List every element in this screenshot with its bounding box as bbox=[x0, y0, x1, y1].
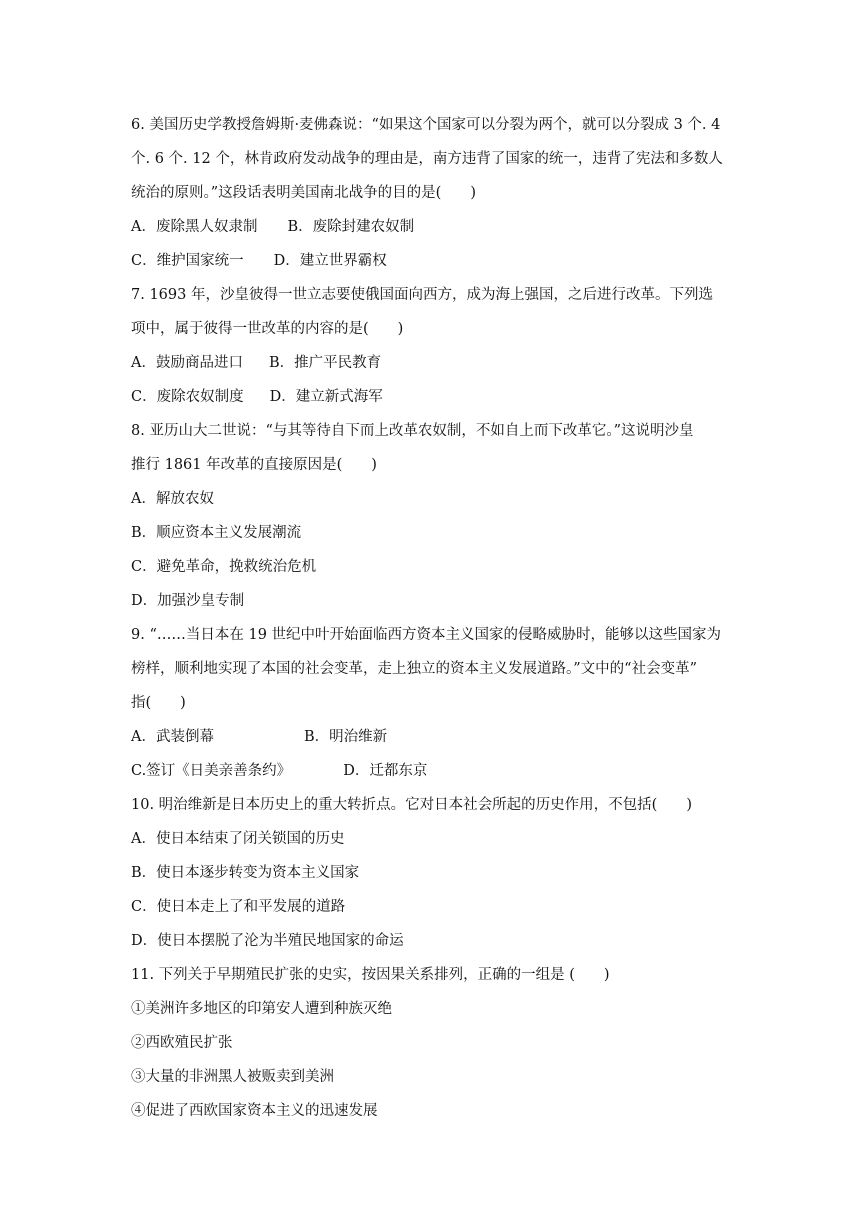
question-8-option-d[interactable]: D．加强沙皇专制 bbox=[131, 593, 245, 609]
question-10-option-d[interactable]: D．使日本摆脱了沦为半殖民地国家的命运 bbox=[131, 933, 404, 949]
question-6-option-c[interactable]: C．维护国家统一 bbox=[131, 253, 244, 269]
question-9-option-d[interactable]: D．迁都东京 bbox=[343, 763, 428, 779]
question-8-option-b[interactable]: B．顺应资本主义发展潮流 bbox=[131, 525, 302, 541]
question-11-item-3: ③大量的非洲黑人被贩卖到美洲 bbox=[131, 1069, 334, 1085]
question-10-option-a[interactable]: A．使日本结束了闭关锁国的历史 bbox=[131, 831, 345, 847]
question-6-options-row-1 bbox=[131, 210, 731, 244]
question-7-stem-line-2: 项中，属于彼得一世改革的内容的是( ) bbox=[131, 321, 404, 337]
question-6 bbox=[131, 108, 731, 278]
question-6-stem-line-1: 6. 美国历史学教授詹姆斯·麦佛森说：“如果这个国家可以分裂为两个，就可以分裂成 3 个. 4 bbox=[131, 117, 721, 133]
question-11-item-2: ②西欧殖民扩张 bbox=[131, 1035, 233, 1051]
question-6-option-d[interactable]: D．建立世界霸权 bbox=[273, 253, 387, 269]
question-7-stem-line-1: 7. 1693 年，沙皇彼得一世立志要使俄国面向西方，成为海上强国，之后进行改革。下列选 bbox=[131, 287, 713, 303]
question-6-option-a[interactable]: A．废除黑人奴隶制 bbox=[131, 219, 258, 235]
question-10-stem-line-1: 10. 明治维新是日本历史上的重大转折点。它对日本社会所起的历史作用，不包括( ) bbox=[131, 797, 692, 813]
question-10-option-c[interactable]: C．使日本走上了和平发展的道路 bbox=[131, 899, 346, 915]
question-7-options-row-2 bbox=[131, 380, 731, 414]
question-9-stem-line-2: 榜样，顺利地实现了本国的社会变革，走上独立的资本主义发展道路。”文中的“社会变革” bbox=[131, 661, 697, 677]
exam-page bbox=[131, 108, 731, 1128]
question-9-stem-line-1: 9. “……当日本在 19 世纪中叶开始面临西方资本主义国家的侵略威胁时，能够以这些国家为 bbox=[131, 627, 722, 643]
question-9-option-a[interactable]: A．武装倒幕 bbox=[131, 729, 214, 745]
question-9-options-row-2 bbox=[131, 754, 731, 788]
question-11-item-1: ①美洲许多地区的印第安人遭到种族灭绝 bbox=[131, 1001, 392, 1017]
question-7-option-a[interactable]: A．鼓励商品进口 bbox=[131, 355, 243, 371]
question-8-stem-line-1: 8. 亚历山大二世说：“与其等待自下而上改革农奴制，不如自上而下改革它。”这说明沙皇 bbox=[131, 423, 694, 439]
question-8-stem-line-2: 推行 1861 年改革的直接原因是( ) bbox=[131, 457, 377, 473]
question-6-option-b[interactable]: B．废除封建农奴制 bbox=[287, 219, 415, 235]
question-8-option-c[interactable]: C．避免革命，挽救统治危机 bbox=[131, 559, 317, 575]
question-10-option-b[interactable]: B．使日本逐步转变为资本主义国家 bbox=[131, 865, 360, 881]
question-11-stem-line-1: 11. 下列关于早期殖民扩张的史实，按因果关系排列，正确的一组是 ( ) bbox=[131, 967, 610, 983]
question-7-options-row-1 bbox=[131, 346, 731, 380]
question-11 bbox=[131, 958, 731, 1128]
question-9 bbox=[131, 618, 731, 788]
question-7-option-d[interactable]: D．建立新式海军 bbox=[269, 389, 383, 405]
question-9-option-c[interactable]: C.签订《日美亲善条约》 bbox=[131, 763, 292, 779]
question-9-options-row-1 bbox=[131, 720, 731, 754]
question-7-option-c[interactable]: C．废除农奴制度 bbox=[131, 389, 244, 405]
question-9-option-b[interactable]: B．明治维新 bbox=[303, 729, 388, 745]
question-10 bbox=[131, 788, 731, 958]
question-8-option-a[interactable]: A．解放农奴 bbox=[131, 491, 214, 507]
question-11-item-4: ④促进了西欧国家资本主义的迅速发展 bbox=[131, 1103, 378, 1119]
question-7 bbox=[131, 278, 731, 414]
question-7-option-b[interactable]: B．推广平民教育 bbox=[268, 355, 382, 371]
question-9-stem-line-3: 指( ) bbox=[131, 695, 186, 711]
question-6-options-row-2 bbox=[131, 244, 731, 278]
question-8 bbox=[131, 414, 731, 618]
question-6-stem-line-3: 统治的原则。”这段话表明美国南北战争的目的是( ) bbox=[131, 185, 476, 201]
question-6-stem-line-2: 个. 6 个. 12 个，林肯政府发动战争的理由是，南方违背了国家的统一，违背了宪法和多数人 bbox=[131, 151, 723, 167]
